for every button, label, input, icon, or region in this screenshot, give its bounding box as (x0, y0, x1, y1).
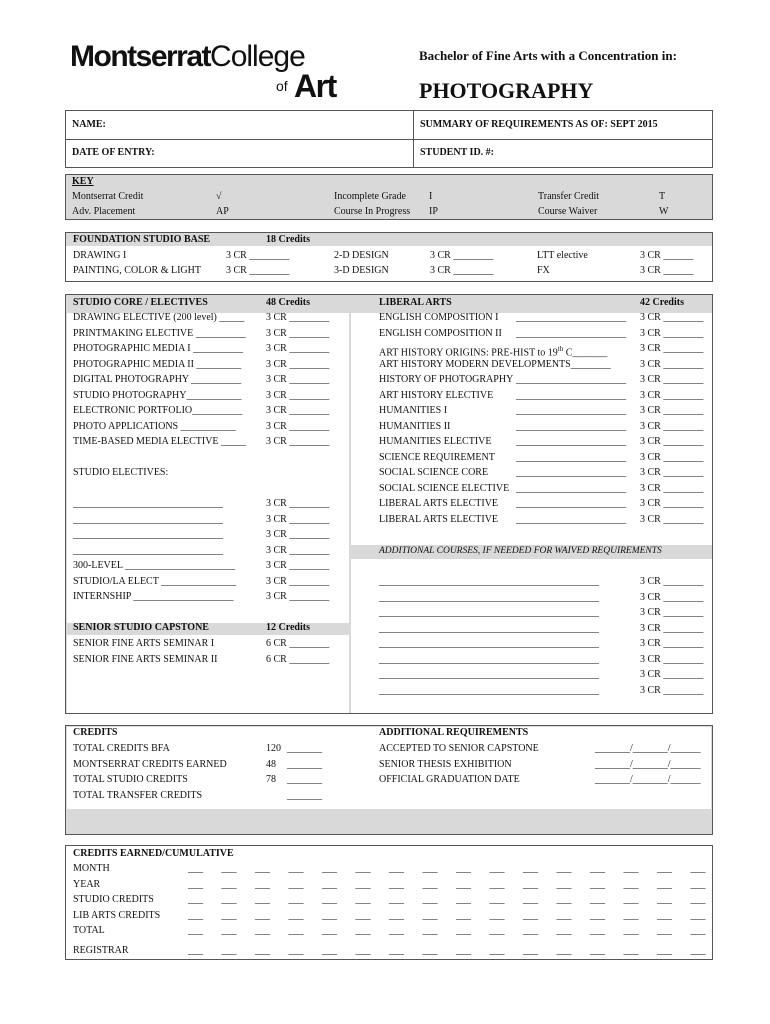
summary-label: SUMMARY OF REQUIREMENTS AS OF: SEPT 2015 (420, 119, 658, 130)
earned-cell-field[interactable]: ___ (489, 910, 505, 921)
liberal-arts-course[interactable] (379, 343, 607, 359)
credit-total-value: 78 (266, 774, 276, 785)
additional-req-label: ACCEPTED TO SENIOR CAPSTONE (379, 743, 539, 754)
liberal-arts-course-field[interactable]: ______________________ (516, 405, 626, 416)
earned-cell-field[interactable]: ___ (489, 894, 505, 905)
date-of-entry-field[interactable]: DATE OF ENTRY: (72, 147, 155, 158)
earned-cell-field[interactable]: ___ (623, 925, 639, 936)
earned-row-label: MONTH (73, 863, 110, 874)
earned-cell-field[interactable]: ___ (456, 879, 471, 890)
capstone-credit-field[interactable]: 6 CR ________ (266, 638, 330, 649)
capstone-credits: 12 Credits (266, 622, 310, 633)
liberal-arts-course: ENGLISH COMPOSITION I (379, 312, 499, 323)
earned-cell-field[interactable]: ___ (556, 894, 572, 905)
liberal-arts-course-field[interactable]: ______________________ (516, 467, 626, 478)
capstone-course: SENIOR FINE ARTS SEMINAR I (73, 638, 215, 649)
earned-cell-field[interactable]: ___ (556, 925, 572, 936)
key-entry: Incomplete Grade (334, 191, 406, 202)
liberal-arts-credit-field[interactable]: 3 CR ________ (640, 358, 704, 370)
liberal-arts-course-field[interactable]: ______________________ (516, 436, 626, 447)
foundation-box (65, 232, 713, 282)
liberal-arts-credit-field[interactable]: 3 CR ________ (640, 467, 704, 478)
liberal-arts-course-field[interactable]: ______________________ (516, 513, 626, 525)
liberal-arts-credit-field[interactable]: 3 CR ________ (640, 482, 704, 494)
foundation-credit-field[interactable]: 3 CR ________ (226, 250, 290, 261)
additional-credit-field[interactable]: 3 CR ________ (640, 576, 704, 587)
foundation-course: 3-D DESIGN (334, 265, 389, 276)
earned-cell-field[interactable]: ___ (422, 879, 438, 890)
liberal-arts-course: HUMANITIES I (379, 405, 448, 416)
earned-cell-field[interactable]: ___ (657, 945, 672, 956)
student-id-field[interactable]: STUDENT ID. #: (420, 147, 494, 158)
additional-credit-field[interactable]: 3 CR ________ (640, 653, 704, 665)
earned-cell-field[interactable]: ___ (288, 863, 304, 874)
studio-credit-field[interactable]: 3 CR ________ (266, 343, 330, 354)
studio-credit-field[interactable]: 3 CR ________ (266, 327, 330, 339)
liberal-arts-credit-field[interactable]: 3 CR ________ (640, 405, 704, 416)
foundation-credit-field[interactable]: 3 CR ________ (430, 265, 494, 276)
additional-course-field[interactable]: ____________________________________________ (379, 653, 599, 665)
liberal-arts-course: SOCIAL SCIENCE CORE (379, 467, 489, 478)
earned-cell-field[interactable]: ___ (422, 894, 438, 905)
logo-word-college: College (210, 40, 305, 73)
additional-credit-field[interactable]: 3 CR ________ (640, 622, 704, 634)
liberal-arts-course: ART HISTORY ELECTIVE (379, 389, 494, 401)
studio-credit-field[interactable]: 3 CR ________ (266, 358, 330, 370)
earned-cell-field[interactable]: ___ (657, 863, 672, 874)
studio-credit-field[interactable]: 3 CR ________ (266, 498, 330, 509)
liberal-arts-credit-field[interactable]: 3 CR ________ (640, 389, 704, 401)
liberal-arts-course: SCIENCE REQUIREMENT (379, 451, 495, 463)
studio-course[interactable]: TIME-BASED MEDIA ELECTIVE _____ (73, 436, 247, 447)
studio-elective-field[interactable]: ______________________________ (73, 498, 223, 509)
studio-course[interactable]: DRAWING ELECTIVE (200 level) _____ (73, 312, 245, 323)
studio-credit-field[interactable]: 3 CR ________ (266, 529, 330, 540)
earned-cell-field[interactable]: ___ (389, 863, 404, 874)
earned-cell-field[interactable]: ___ (556, 945, 572, 956)
earned-cell-field[interactable]: ___ (690, 945, 706, 956)
credits-earned-title: CREDITS EARNED/CUMULATIVE (73, 848, 234, 859)
additional-courses-label: ADDITIONAL COURSES, IF NEEDED FOR WAIVED REQUIREMENTS (379, 546, 662, 556)
student-info-box (65, 110, 713, 168)
foundation-course: LTT elective (537, 250, 588, 261)
liberal-arts-course: HUMANITIES ELECTIVE (379, 436, 492, 447)
liberal-arts-course: SOCIAL SCIENCE ELECTIVE (379, 482, 510, 494)
studio-credit-field[interactable]: 3 CR ________ (266, 560, 330, 571)
earned-cell-field[interactable]: ___ (188, 863, 203, 874)
earned-cell-field[interactable]: ___ (255, 894, 270, 905)
earned-cell-field[interactable]: ___ (322, 863, 337, 874)
foundation-credit-field[interactable]: 3 CR ______ (640, 250, 694, 261)
studio-credit-field[interactable]: 3 CR ________ (266, 436, 330, 447)
additional-course-field[interactable]: ____________________________________________ (379, 607, 599, 618)
earned-cell-field[interactable]: ___ (221, 945, 237, 956)
earned-cell-field[interactable]: ___ (523, 863, 538, 874)
studio-credit-field[interactable]: 3 CR ________ (266, 544, 330, 556)
logo-word-art: Art (294, 68, 336, 104)
earned-cell-field[interactable]: ___ (456, 945, 471, 956)
liberal-arts-course: HUMANITIES II (379, 420, 451, 432)
key-entry: AP (216, 206, 229, 217)
earned-cell-field[interactable]: ___ (322, 910, 337, 921)
key-title: KEY (72, 176, 94, 187)
earned-cell-field[interactable]: ___ (288, 925, 304, 936)
credit-total-field[interactable]: _______ (287, 774, 322, 785)
additional-credit-field[interactable]: 3 CR ________ (640, 669, 704, 680)
earned-cell-field[interactable]: ___ (456, 925, 471, 936)
studio-course[interactable]: ELECTRONIC PORTFOLIO__________ (73, 405, 243, 416)
earned-cell-field[interactable]: ___ (489, 925, 505, 936)
logo-word-montserrat: Montserrat (70, 40, 211, 73)
earned-cell-field[interactable]: ___ (322, 894, 337, 905)
earned-cell-field[interactable]: ___ (355, 894, 371, 905)
earned-cell-field[interactable]: ___ (690, 879, 706, 890)
key-entry: Montserrat Credit (72, 191, 144, 202)
foundation-credits: 18 Credits (266, 234, 310, 245)
earned-cell-field[interactable]: ___ (188, 894, 203, 905)
earned-cell-field[interactable]: ___ (288, 945, 304, 956)
earned-cell-field[interactable]: ___ (221, 910, 237, 921)
liberal-arts-credit-field[interactable]: 3 CR ________ (640, 436, 704, 447)
foundation-course: PAINTING, COLOR & LIGHT (73, 265, 201, 276)
earned-cell-field[interactable]: ___ (690, 863, 706, 874)
liberal-arts-course-field[interactable]: ______________________ (516, 482, 626, 494)
foundation-title: FOUNDATION STUDIO BASE (73, 234, 211, 245)
studio-credit-field[interactable]: 3 CR ________ (266, 312, 330, 323)
liberal-arts-course-field[interactable]: ______________________ (516, 451, 626, 463)
earned-cell-field[interactable]: ___ (355, 910, 371, 921)
credit-total-field[interactable]: _______ (287, 789, 322, 801)
foundation-credit-field[interactable]: 3 CR ________ (430, 250, 494, 261)
earned-cell-field[interactable]: ___ (590, 925, 605, 936)
studio-course[interactable]: PHOTOGRAPHIC MEDIA II _________ (73, 358, 242, 370)
credits-title: CREDITS (73, 727, 118, 738)
foundation-course: DRAWING I (73, 250, 127, 261)
studio-credit-field[interactable]: 3 CR ________ (266, 374, 330, 385)
earned-cell-field[interactable]: ___ (590, 910, 605, 921)
liberal-arts-credit-field[interactable]: 3 CR ________ (640, 420, 704, 432)
earned-cell-field[interactable]: ___ (556, 863, 572, 874)
earned-cell-field[interactable]: ___ (556, 910, 572, 921)
earned-cell-field[interactable]: ___ (255, 945, 270, 956)
earned-cell-field[interactable]: ___ (623, 879, 639, 890)
capstone-title: SENIOR STUDIO CAPSTONE (73, 622, 209, 633)
earned-cell-field[interactable]: ___ (456, 894, 471, 905)
liberal-arts-course-field[interactable]: ______________________ (516, 420, 626, 432)
studio-credit-field[interactable]: 3 CR ________ (266, 575, 330, 587)
course-label-suffix: C_______ (563, 347, 608, 359)
additional-req-date-field[interactable]: _______/_______/______ (595, 774, 701, 785)
earned-cell-field[interactable]: ___ (288, 894, 304, 905)
foundation-credit-field[interactable]: 3 CR ________ (226, 265, 290, 276)
additional-course-field[interactable]: ____________________________________________ (379, 622, 599, 634)
additional-course-field[interactable]: ____________________________________________ (379, 638, 599, 649)
earned-cell-field[interactable]: ___ (590, 863, 605, 874)
earned-cell-field[interactable]: ___ (623, 910, 639, 921)
course-label: ART HISTORY ORIGINS: PRE-HIST to 19 (379, 347, 558, 359)
earned-cell-field[interactable]: ___ (188, 910, 203, 921)
earned-row-label: REGISTRAR (73, 945, 129, 956)
additional-course-field[interactable]: ____________________________________________ (379, 669, 599, 680)
earned-cell-field[interactable]: ___ (422, 863, 438, 874)
earned-cell-field[interactable]: ___ (523, 879, 538, 890)
earned-cell-field[interactable]: ___ (288, 910, 304, 921)
earned-cell-field[interactable]: ___ (523, 894, 538, 905)
liberal-arts-course: ART HISTORY MODERN DEVELOPMENTS________ (379, 358, 611, 370)
earned-cell-field[interactable]: ___ (690, 925, 706, 936)
credit-total-label: MONTSERRAT CREDITS EARNED (73, 758, 227, 770)
studio-credit-field[interactable]: 3 CR ________ (266, 591, 330, 602)
earned-cell-field[interactable]: ___ (523, 925, 538, 936)
earned-cell-field[interactable]: ___ (590, 894, 605, 905)
studio-elective-field[interactable]: ______________________________ (73, 513, 223, 525)
key-entry: √ (216, 191, 222, 202)
earned-cell-field[interactable]: ___ (355, 879, 371, 890)
earned-cell-field[interactable]: ___ (422, 945, 438, 956)
foundation-course: FX (537, 265, 550, 276)
key-box (65, 174, 713, 220)
liberal-arts-credit-field[interactable]: 3 CR ________ (640, 451, 704, 463)
studio-core-credits: 48 Credits (266, 297, 310, 308)
earned-cell-field[interactable]: ___ (657, 925, 672, 936)
earned-cell-field[interactable]: ___ (355, 945, 371, 956)
key-entry: IP (429, 206, 438, 217)
earned-cell-field[interactable]: ___ (255, 879, 270, 890)
earned-cell-field[interactable]: ___ (322, 945, 337, 956)
key-entry: Course In Progress (334, 206, 411, 217)
capstone-credit-field[interactable]: 6 CR ________ (266, 653, 330, 665)
earned-cell-field[interactable]: ___ (255, 925, 270, 936)
studio-electives-label: STUDIO ELECTIVES: (73, 467, 169, 478)
earned-cell-field[interactable]: ___ (188, 879, 203, 890)
studio-credit-field[interactable]: 3 CR ________ (266, 389, 330, 401)
credit-total-label: TOTAL TRANSFER CREDITS (73, 789, 203, 801)
earned-cell-field[interactable]: ___ (355, 925, 371, 936)
liberal-arts-credit-field[interactable]: 3 CR ________ (640, 513, 704, 525)
earned-row-label: STUDIO CREDITS (73, 894, 154, 905)
key-entry: I (429, 191, 433, 202)
earned-cell-field[interactable]: ___ (355, 863, 371, 874)
additional-req-title: ADDITIONAL REQUIREMENTS (379, 727, 529, 738)
earned-cell-field[interactable]: ___ (322, 925, 337, 936)
studio-course[interactable]: PHOTO APPLICATIONS ___________ (73, 420, 236, 432)
earned-cell-field[interactable]: ___ (489, 945, 505, 956)
studio-elective-field[interactable]: INTERNSHIP ____________________ (73, 591, 234, 602)
studio-elective-field[interactable]: ______________________________ (73, 544, 223, 556)
earned-cell-field[interactable]: ___ (188, 925, 203, 936)
earned-cell-field[interactable]: ___ (422, 925, 438, 936)
studio-course[interactable]: PRINTMAKING ELECTIVE __________ (73, 327, 246, 339)
additional-req-label: OFFICIAL GRADUATION DATE (379, 774, 520, 785)
additional-credit-field[interactable]: 3 CR ________ (640, 684, 704, 696)
earned-cell-field[interactable]: ___ (389, 925, 404, 936)
earned-cell-field[interactable]: ___ (523, 910, 538, 921)
studio-elective-field[interactable]: 300-LEVEL ______________________ (73, 560, 236, 571)
studio-course[interactable]: DIGITAL PHOTOGRAPHY __________ (73, 374, 242, 385)
additional-credit-field[interactable]: 3 CR ________ (640, 591, 704, 603)
earned-cell-field[interactable]: ___ (389, 894, 404, 905)
foundation-course: 2-D DESIGN (334, 250, 389, 261)
key-entry: Transfer Credit (538, 191, 600, 202)
credit-total-label: TOTAL STUDIO CREDITS (73, 774, 188, 785)
liberal-arts-credit-field[interactable]: 3 CR ________ (640, 374, 704, 385)
liberal-arts-title: LIBERAL ARTS (379, 297, 452, 308)
additional-req-label: SENIOR THESIS EXHIBITION (379, 758, 512, 770)
capstone-course: SENIOR FINE ARTS SEMINAR II (73, 653, 218, 665)
additional-course-field[interactable]: ____________________________________________ (379, 576, 599, 587)
liberal-arts-course: HISTORY OF PHOTOGRAPHY (379, 374, 514, 385)
earned-cell-field[interactable]: ___ (422, 910, 438, 921)
earned-cell-field[interactable]: ___ (657, 894, 672, 905)
liberal-arts-course-field[interactable]: ______________________ (516, 389, 626, 401)
earned-cell-field[interactable]: ___ (623, 894, 639, 905)
studio-elective-field[interactable]: STUDIO/LA ELECT _______________ (73, 575, 237, 587)
earned-cell-field[interactable]: ___ (657, 910, 672, 921)
studio-course[interactable]: STUDIO PHOTOGRAPHY___________ (73, 389, 242, 401)
liberal-arts-course-field[interactable]: ______________________ (516, 498, 626, 509)
college-logo (70, 40, 336, 106)
liberal-arts-course-field[interactable]: ______________________ (516, 374, 626, 385)
earned-cell-field[interactable]: ___ (623, 863, 639, 874)
earned-cell-field[interactable]: ___ (221, 879, 237, 890)
earned-cell-field[interactable]: ___ (623, 945, 639, 956)
earned-row-label: YEAR (73, 879, 101, 890)
studio-elective-field[interactable]: ______________________________ (73, 529, 223, 540)
earned-row-label: LIB ARTS CREDITS (73, 910, 161, 921)
studio-credit-field[interactable]: 3 CR ________ (266, 420, 330, 432)
earned-cell-field[interactable]: ___ (456, 863, 471, 874)
superscript: th (557, 345, 564, 353)
liberal-arts-course: LIBERAL ARTS ELECTIVE (379, 498, 499, 509)
earned-cell-field[interactable]: ___ (556, 879, 572, 890)
additional-req-date-field[interactable]: _______/_______/______ (595, 743, 701, 754)
earned-cell-field[interactable]: ___ (690, 910, 706, 921)
earned-cell-field[interactable]: ___ (489, 863, 505, 874)
earned-cell-field[interactable]: ___ (657, 879, 672, 890)
credit-total-value: 48 (266, 758, 276, 770)
earned-cell-field[interactable]: ___ (523, 945, 538, 956)
earned-cell-field[interactable]: ___ (322, 879, 337, 890)
earned-row-label: TOTAL (73, 925, 105, 936)
logo-word-of: of (276, 78, 288, 94)
additional-credit-field[interactable]: 3 CR ________ (640, 607, 704, 618)
key-entry: Course Waiver (538, 206, 598, 217)
earned-cell-field[interactable]: ___ (590, 879, 605, 890)
earned-cell-field[interactable]: ___ (221, 894, 237, 905)
earned-cell-field[interactable]: ___ (389, 910, 404, 921)
additional-req-date-field[interactable]: _______/_______/______ (595, 758, 701, 770)
additional-course-field[interactable]: ____________________________________________ (379, 591, 599, 603)
credit-total-field[interactable]: _______ (287, 743, 322, 754)
liberal-arts-course: LIBERAL ARTS ELECTIVE (379, 513, 499, 525)
additional-course-field[interactable]: ____________________________________________ (379, 684, 599, 696)
earned-cell-field[interactable]: ___ (221, 925, 237, 936)
foundation-credit-field[interactable]: 3 CR ______ (640, 265, 694, 276)
earned-cell-field[interactable]: ___ (690, 894, 706, 905)
liberal-arts-course: ENGLISH COMPOSITION II (379, 327, 502, 339)
earned-cell-field[interactable]: ___ (389, 945, 404, 956)
earned-cell-field[interactable]: ___ (188, 945, 203, 956)
earned-cell-field[interactable]: ___ (489, 879, 505, 890)
key-entry: Adv. Placement (72, 206, 136, 217)
earned-cell-field[interactable]: ___ (221, 863, 237, 874)
liberal-arts-course-field[interactable]: ______________________ (516, 312, 626, 323)
name-field[interactable]: NAME: (72, 119, 106, 130)
earned-cell-field[interactable]: ___ (389, 879, 404, 890)
liberal-arts-credit-field[interactable]: 3 CR ________ (640, 343, 704, 354)
earned-cell-field[interactable]: ___ (590, 945, 605, 956)
key-entry: W (659, 206, 669, 217)
liberal-arts-credits: 42 Credits (640, 297, 684, 308)
liberal-arts-course-field[interactable]: ______________________ (516, 327, 626, 339)
earned-cell-field[interactable]: ___ (288, 879, 304, 890)
liberal-arts-credit-field[interactable]: 3 CR ________ (640, 312, 704, 323)
earned-cell-field[interactable]: ___ (255, 910, 270, 921)
credit-total-label: TOTAL CREDITS BFA (73, 743, 170, 754)
concentration-title: PHOTOGRAPHY (419, 78, 594, 103)
liberal-arts-credit-field[interactable]: 3 CR ________ (640, 498, 704, 509)
studio-credit-field[interactable]: 3 CR ________ (266, 405, 330, 416)
credit-total-field[interactable]: _______ (287, 758, 322, 770)
studio-course[interactable]: PHOTOGRAPHIC MEDIA I __________ (73, 343, 244, 354)
studio-credit-field[interactable]: 3 CR ________ (266, 513, 330, 525)
liberal-arts-credit-field[interactable]: 3 CR ________ (640, 327, 704, 339)
studio-core-title: STUDIO CORE / ELECTIVES (73, 297, 208, 308)
degree-title: Bachelor of Fine Arts with a Concentration in: (419, 48, 677, 63)
credit-total-value: 120 (266, 743, 281, 754)
earned-cell-field[interactable]: ___ (255, 863, 270, 874)
key-entry: T (659, 191, 666, 202)
additional-credit-field[interactable]: 3 CR ________ (640, 638, 704, 649)
earned-cell-field[interactable]: ___ (456, 910, 471, 921)
